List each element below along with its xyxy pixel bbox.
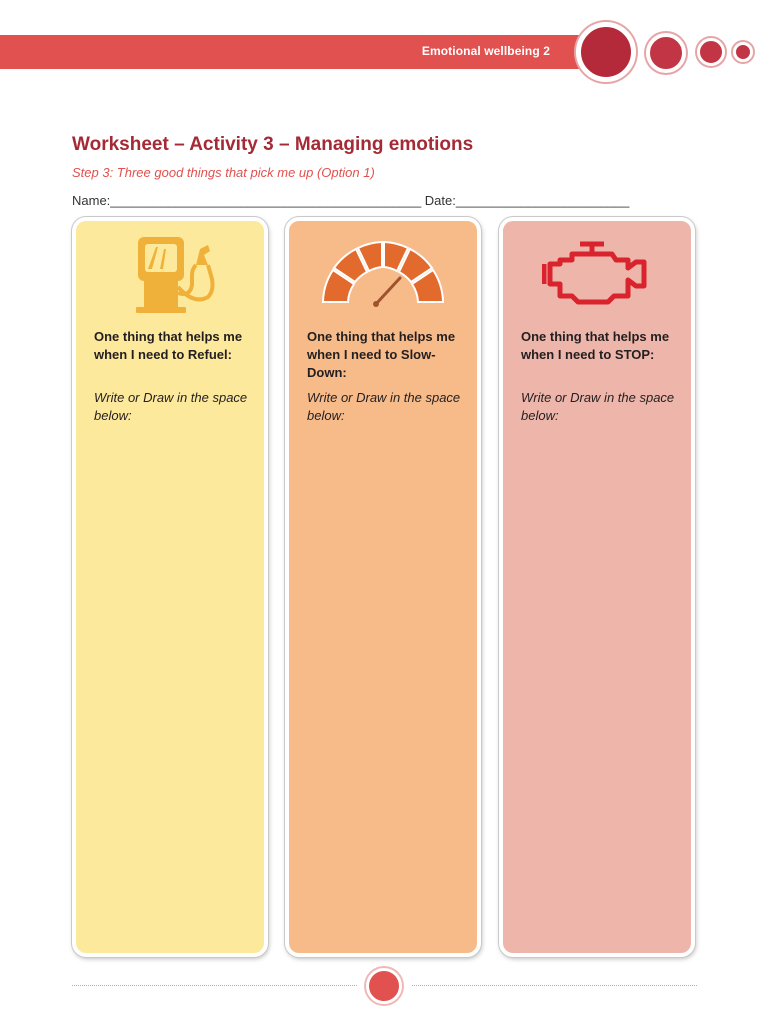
header-decoration-circle <box>646 33 686 73</box>
header-decoration-circle <box>697 38 725 66</box>
stop-heading: One thing that helps me when I need to STOP: <box>521 329 670 362</box>
section-label: Emotional wellbeing 2 <box>421 44 550 58</box>
footer-divider <box>412 985 697 986</box>
refuel-heading: One thing that helps me when I need to Refuel: <box>94 329 243 362</box>
refuel-column[interactable] <box>72 217 268 957</box>
header-decoration-circle <box>733 42 753 62</box>
speedometer-icon <box>289 235 477 315</box>
stop-column[interactable] <box>499 217 695 957</box>
worksheet-title: Worksheet – Activity 3 – Managing emotions <box>72 134 474 155</box>
slowdown-column[interactable] <box>285 217 481 957</box>
refuel-instruction: Write or Draw in the space below: <box>94 390 248 423</box>
footer-divider <box>72 985 357 986</box>
fuel-pump-icon <box>76 235 264 315</box>
step-subtitle: Step 3: Three good things that pick me up (Option 1) <box>72 165 375 180</box>
slowdown-instruction: Write or Draw in the space below: <box>307 390 461 423</box>
engine-warning-icon <box>503 235 691 315</box>
stop-instruction: Write or Draw in the space below: <box>521 390 675 423</box>
name-date-field[interactable]: Name:___________________________________________ Date:________________________ <box>72 193 630 208</box>
slowdown-heading: One thing that helps me when I need to Slow-Down: <box>307 329 456 380</box>
footer-decoration-circle <box>366 968 402 1004</box>
header-decoration-circle <box>576 22 636 82</box>
